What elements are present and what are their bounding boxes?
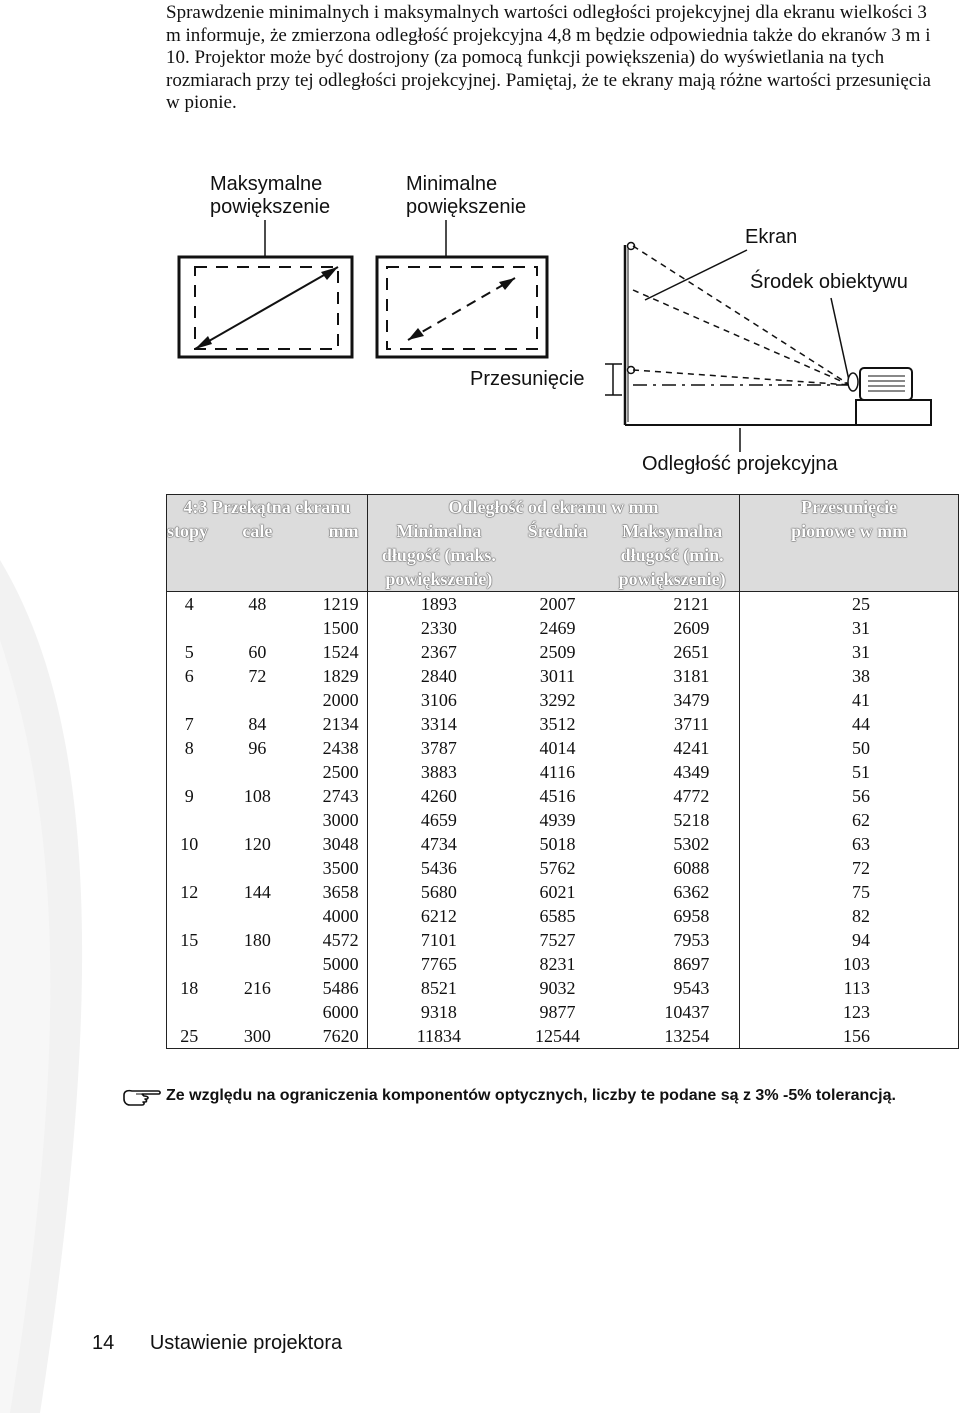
cell-average: 9877 bbox=[539, 1002, 576, 1022]
table-row bbox=[167, 736, 959, 760]
cell-mm: 1219 bbox=[291, 592, 367, 617]
cell-vertical-offset: 75 bbox=[852, 882, 870, 902]
cell-max-length: 4241 bbox=[605, 736, 740, 760]
cell-inches: 108 bbox=[243, 786, 271, 806]
cell-min-length: 2330 bbox=[420, 618, 457, 638]
cell-inches: 48 bbox=[248, 594, 267, 614]
cell-average: 3011 bbox=[539, 666, 576, 686]
cell-max-length: 5218 bbox=[605, 808, 740, 832]
pointing-hand-icon bbox=[122, 1085, 162, 1109]
cell-vertical-offset: 56 bbox=[852, 786, 870, 806]
cell-inches: 180 bbox=[243, 930, 271, 950]
distance-label: Odległość projekcyjna bbox=[642, 453, 838, 475]
cell-inches: 96 bbox=[248, 738, 267, 758]
cell-vertical-offset: 31 bbox=[852, 642, 870, 662]
cell-feet: 6 bbox=[184, 666, 194, 686]
table-row bbox=[167, 760, 959, 784]
cell-inches: 300 bbox=[243, 1026, 271, 1046]
min-zoom-screen bbox=[377, 257, 547, 357]
max-zoom-label-2: powiększenie bbox=[210, 196, 331, 218]
cell-mm: 6000 bbox=[291, 1000, 367, 1024]
cell-average: 6585 bbox=[539, 906, 576, 926]
cell-mm: 2000 bbox=[291, 688, 367, 712]
header-inches: cale bbox=[242, 521, 273, 541]
table-row bbox=[167, 688, 959, 712]
cell-average: 2509 bbox=[539, 642, 576, 662]
cell-feet: 10 bbox=[180, 834, 199, 854]
cell-feet: 9 bbox=[184, 786, 194, 806]
cell-mm: 1829 bbox=[291, 664, 367, 688]
cell-vertical-offset: 82 bbox=[852, 906, 870, 926]
cell-vertical-offset: 41 bbox=[852, 690, 870, 710]
cell-average: 4939 bbox=[539, 810, 576, 830]
table-row bbox=[167, 904, 959, 928]
cell-vertical-offset: 38 bbox=[852, 666, 870, 686]
cell-average: 8231 bbox=[539, 954, 576, 974]
cell-mm: 2438 bbox=[291, 736, 367, 760]
table-row bbox=[167, 832, 959, 856]
section-title: Ustawienie projektora bbox=[149, 1332, 343, 1354]
cell-max-length: 7953 bbox=[605, 928, 740, 952]
cell-mm: 2500 bbox=[291, 760, 367, 784]
cell-feet bbox=[167, 856, 224, 880]
cell-min-length: 7765 bbox=[420, 954, 457, 974]
cell-average: 3292 bbox=[539, 690, 576, 710]
table-row bbox=[167, 616, 959, 640]
table-row bbox=[167, 1024, 959, 1049]
table-row bbox=[167, 712, 959, 736]
table-row bbox=[167, 592, 959, 617]
cell-max-length: 3479 bbox=[605, 688, 740, 712]
header-min-length-3: powiększenie) bbox=[385, 569, 493, 589]
cell-vertical-offset: 94 bbox=[852, 930, 870, 950]
cell-mm: 3500 bbox=[291, 856, 367, 880]
cell-min-length: 3106 bbox=[420, 690, 457, 710]
cell-max-length: 2651 bbox=[605, 640, 740, 664]
cell-average: 6021 bbox=[539, 882, 576, 902]
cell-feet bbox=[167, 904, 224, 928]
cell-feet: 8 bbox=[184, 738, 194, 758]
table-row bbox=[167, 808, 959, 832]
cell-inches bbox=[223, 904, 291, 928]
cell-average: 4116 bbox=[539, 762, 576, 782]
min-zoom-label-2: powiększenie bbox=[406, 196, 527, 218]
cell-min-length: 6212 bbox=[420, 906, 457, 926]
cell-feet: 12 bbox=[180, 882, 199, 902]
cell-min-length: 4260 bbox=[420, 786, 457, 806]
cell-inches: 72 bbox=[248, 666, 267, 686]
header-max-length-1: Maksymalna bbox=[622, 521, 723, 541]
table-row bbox=[167, 1000, 959, 1024]
header-offset-1: Przesunięcie bbox=[801, 497, 898, 517]
cell-mm: 3658 bbox=[291, 880, 367, 904]
max-zoom-label-1: Maksymalne bbox=[210, 173, 323, 195]
cell-feet bbox=[167, 1000, 224, 1024]
cell-vertical-offset: 31 bbox=[852, 618, 870, 638]
page-footer bbox=[92, 1332, 342, 1355]
cell-feet: 5 bbox=[184, 642, 194, 662]
screen-label: Ekran bbox=[745, 226, 798, 248]
cell-max-length: 13254 bbox=[605, 1024, 740, 1049]
cell-vertical-offset: 123 bbox=[843, 1002, 870, 1022]
note-text: Ze względu na ograniczenia komponentów optycznych, liczby te podane są z 3% -5% tolerancją. bbox=[166, 1087, 896, 1104]
header-offset-2: pionowe w mm bbox=[791, 521, 908, 541]
cell-mm: 1524 bbox=[291, 640, 367, 664]
projector-icon bbox=[848, 368, 931, 425]
cell-vertical-offset: 62 bbox=[852, 810, 870, 830]
cell-feet bbox=[167, 760, 224, 784]
table-row bbox=[167, 640, 959, 664]
projection-distance-table bbox=[166, 494, 959, 1049]
header-min-length-1: Minimalna bbox=[396, 521, 482, 541]
table-row bbox=[167, 784, 959, 808]
cell-inches bbox=[223, 1000, 291, 1024]
cell-inches bbox=[223, 856, 291, 880]
cell-mm: 5000 bbox=[291, 952, 367, 976]
cell-inches bbox=[223, 616, 291, 640]
cell-max-length: 8697 bbox=[605, 952, 740, 976]
intro-paragraph: Sprawdzenie minimalnych i maksymalnych wartości odległości projekcyjnej dla ekranu wielkości 3 m informuje, że zmierzona odległość projekcyjna 4,8 m będzie odpowiednia także do ekranów 3 m i 10. Projektor może być dostrojony (za pomocą funkcji powiększenia) do wyświetlania na tych rozmiarach przy tej odległości projekcyjnej. Pamiętaj, że te ekrany mają różne wartości przesunięcia w pionie. bbox=[166, 2, 931, 113]
header-distance: Odległość od ekranu w mm bbox=[448, 497, 659, 517]
header-max-length-3: powiększenie) bbox=[618, 569, 726, 589]
cell-min-length: 4659 bbox=[420, 810, 457, 830]
background-swoosh bbox=[0, 560, 120, 1413]
header-min-length-2: długość (maks. bbox=[381, 545, 496, 565]
cell-mm: 2134 bbox=[291, 712, 367, 736]
table-row bbox=[167, 976, 959, 1000]
cell-min-length: 3883 bbox=[420, 762, 457, 782]
cell-mm: 3048 bbox=[291, 832, 367, 856]
cell-feet bbox=[167, 616, 224, 640]
cell-mm: 7620 bbox=[291, 1024, 367, 1049]
cell-inches: 144 bbox=[243, 882, 271, 902]
header-diagonal: 4:3 Przekątna ekranu bbox=[183, 497, 351, 517]
cell-max-length: 2609 bbox=[605, 616, 740, 640]
cell-max-length: 2121 bbox=[605, 592, 740, 617]
cell-min-length: 4734 bbox=[420, 834, 457, 854]
cell-average: 7527 bbox=[539, 930, 576, 950]
cell-mm: 2743 bbox=[291, 784, 367, 808]
cell-feet: 18 bbox=[180, 978, 199, 998]
cell-min-length: 3787 bbox=[420, 738, 457, 758]
cell-average: 5018 bbox=[539, 834, 576, 854]
cell-min-length: 2840 bbox=[420, 666, 457, 686]
cell-inches bbox=[223, 808, 291, 832]
cell-average: 2469 bbox=[539, 618, 576, 638]
cell-average: 2007 bbox=[539, 594, 576, 614]
lens-center-label: Środek obiektywu bbox=[750, 271, 908, 293]
cell-min-length: 1893 bbox=[420, 594, 457, 614]
cell-feet bbox=[167, 808, 224, 832]
cell-vertical-offset: 50 bbox=[852, 738, 870, 758]
cell-mm: 3000 bbox=[291, 808, 367, 832]
cell-max-length: 6362 bbox=[605, 880, 740, 904]
cell-vertical-offset: 25 bbox=[852, 594, 870, 614]
cell-inches: 216 bbox=[243, 978, 271, 998]
cell-feet bbox=[167, 688, 224, 712]
table-row bbox=[167, 928, 959, 952]
cell-vertical-offset: 103 bbox=[843, 954, 870, 974]
cell-min-length: 5436 bbox=[420, 858, 457, 878]
header-feet: stopy bbox=[167, 521, 209, 541]
table-row bbox=[167, 952, 959, 976]
cell-average: 5762 bbox=[539, 858, 576, 878]
cell-average: 4014 bbox=[539, 738, 576, 758]
cell-min-length: 11834 bbox=[416, 1026, 462, 1046]
cell-inches: 120 bbox=[243, 834, 271, 854]
cell-max-length: 6088 bbox=[605, 856, 740, 880]
cell-min-length: 8521 bbox=[420, 978, 457, 998]
cell-max-length: 4349 bbox=[605, 760, 740, 784]
table-row bbox=[167, 856, 959, 880]
cell-inches bbox=[223, 760, 291, 784]
cell-feet: 7 bbox=[184, 714, 194, 734]
cell-mm: 4000 bbox=[291, 904, 367, 928]
table-row bbox=[167, 880, 959, 904]
cell-feet bbox=[167, 952, 224, 976]
cell-max-length: 6958 bbox=[605, 904, 740, 928]
projection-diagram bbox=[150, 160, 950, 480]
cell-vertical-offset: 113 bbox=[843, 978, 870, 998]
cell-feet: 15 bbox=[180, 930, 199, 950]
cell-feet: 4 bbox=[184, 594, 194, 614]
offset-label: Przesunięcie bbox=[470, 368, 585, 390]
cell-inches bbox=[223, 952, 291, 976]
cell-inches bbox=[223, 688, 291, 712]
min-zoom-label-1: Minimalne bbox=[406, 173, 498, 195]
cell-max-length: 10437 bbox=[605, 1000, 740, 1024]
table-row bbox=[167, 664, 959, 688]
cell-vertical-offset: 156 bbox=[843, 1026, 870, 1046]
cell-vertical-offset: 51 bbox=[852, 762, 870, 782]
cell-min-length: 9318 bbox=[420, 1002, 457, 1022]
cell-average: 3512 bbox=[539, 714, 576, 734]
cell-feet: 25 bbox=[180, 1026, 199, 1046]
cell-vertical-offset: 44 bbox=[852, 714, 870, 734]
cell-inches: 84 bbox=[248, 714, 267, 734]
cell-max-length: 4772 bbox=[605, 784, 740, 808]
cell-min-length: 5680 bbox=[420, 882, 457, 902]
cell-min-length: 7101 bbox=[420, 930, 457, 950]
cell-mm: 5486 bbox=[291, 976, 367, 1000]
cell-vertical-offset: 72 bbox=[852, 858, 870, 878]
cell-min-length: 3314 bbox=[420, 714, 457, 734]
cell-inches: 60 bbox=[248, 642, 267, 662]
header-mm: mm bbox=[328, 521, 359, 541]
cell-max-length: 5302 bbox=[605, 832, 740, 856]
cell-average: 9032 bbox=[539, 978, 576, 998]
cell-max-length: 3181 bbox=[605, 664, 740, 688]
cell-mm: 1500 bbox=[291, 616, 367, 640]
cell-average: 12544 bbox=[534, 1026, 580, 1046]
cell-min-length: 2367 bbox=[420, 642, 457, 662]
page-number: 14 bbox=[92, 1332, 115, 1354]
cell-vertical-offset: 63 bbox=[852, 834, 870, 854]
cell-max-length: 9543 bbox=[605, 976, 740, 1000]
header-max-length-2: długość (min. bbox=[620, 545, 724, 565]
cell-average: 4516 bbox=[539, 786, 576, 806]
cell-max-length: 3711 bbox=[605, 712, 740, 736]
cell-mm: 4572 bbox=[291, 928, 367, 952]
header-average: Średnia bbox=[527, 521, 588, 541]
